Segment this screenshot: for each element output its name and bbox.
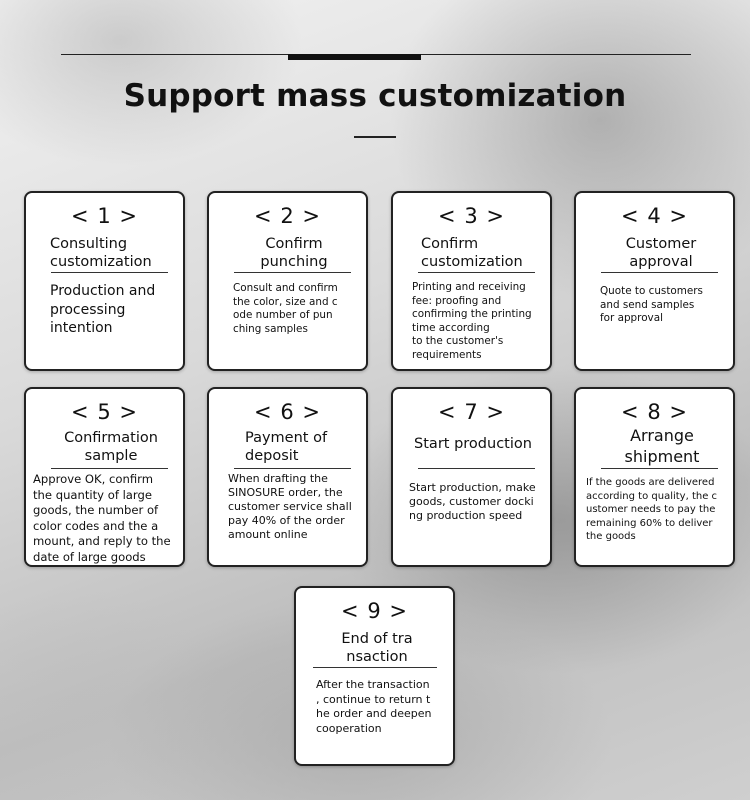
step-number: < 1 > xyxy=(71,204,138,228)
step-description: After the transaction , continue to return t he order and deepen cooperation xyxy=(316,678,432,735)
step-number: < 4 > xyxy=(621,204,688,228)
step-number: < 3 > xyxy=(438,204,505,228)
step-card-1 xyxy=(24,191,185,371)
step-divider xyxy=(51,272,168,273)
step-divider xyxy=(234,272,351,273)
step-description: Quote to customers and send samples for approval xyxy=(600,285,703,325)
step-description: If the goods are delivered according to quality, the c ustomer needs to pay the remaining 60% to deliver the goods xyxy=(586,477,718,542)
step-number: < 9 > xyxy=(341,599,408,623)
step-description: Approve OK, confirm the quantity of large goods, the number of color codes and the a mount, and reply to the date of large goods xyxy=(33,472,171,564)
title-underline xyxy=(354,136,396,138)
step-divider xyxy=(418,468,535,469)
step-card-3 xyxy=(391,191,552,371)
top-accent-bar xyxy=(288,54,421,60)
step-title: Confirm customization xyxy=(421,236,523,270)
step-divider xyxy=(51,468,168,469)
step-title: Payment of deposit xyxy=(245,430,328,464)
step-number: < 2 > xyxy=(254,204,321,228)
step-card-4 xyxy=(574,191,735,371)
step-description: When drafting the SINOSURE order, the customer service shall pay 40% of the order amount online xyxy=(228,472,352,541)
step-divider xyxy=(601,468,718,469)
step-number: < 6 > xyxy=(254,400,321,424)
step-title: Confirmation sample xyxy=(64,430,158,464)
step-card-9 xyxy=(294,586,455,766)
step-card-7 xyxy=(391,387,552,567)
step-description: Printing and receiving fee: proofing and confirming the printing time according to the customer's requirements xyxy=(412,281,532,361)
step-title: Start production xyxy=(414,436,532,452)
step-divider xyxy=(418,272,535,273)
step-divider xyxy=(234,468,351,469)
page-title: Support mass customization xyxy=(123,78,627,114)
step-title: Consulting customization xyxy=(50,236,152,270)
step-description: Production and processing intention xyxy=(50,283,156,336)
step-number: < 5 > xyxy=(71,400,138,424)
step-card-5 xyxy=(24,387,185,567)
step-number: < 8 > xyxy=(621,400,688,424)
step-title: End of tra nsaction xyxy=(341,631,413,665)
step-description: Consult and confirm the color, size and c ode number of pun ching samples xyxy=(233,282,338,335)
step-divider xyxy=(601,272,718,273)
step-title: Arrange shipment xyxy=(624,426,700,466)
step-title: Confirm punching xyxy=(260,236,328,270)
step-title: Customer approval xyxy=(625,236,697,270)
step-card-2 xyxy=(207,191,368,371)
step-card-6 xyxy=(207,387,368,567)
step-number: < 7 > xyxy=(438,400,505,424)
step-description: Start production, make goods, customer docki ng production speed xyxy=(409,481,536,522)
step-card-8 xyxy=(574,387,735,567)
step-divider xyxy=(313,667,437,668)
